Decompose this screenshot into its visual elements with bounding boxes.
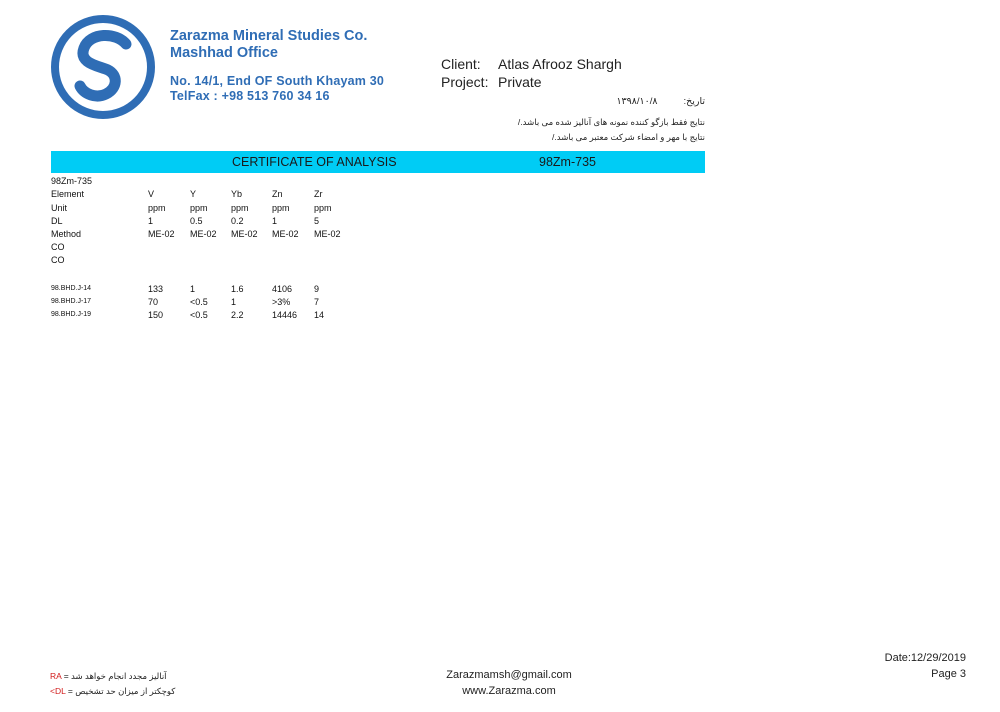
dl-cell: 5 (314, 216, 320, 226)
client-row (441, 55, 622, 73)
co-label: CO (51, 242, 65, 252)
sample-value: 7 (314, 297, 320, 307)
sample-value: 1.6 (231, 284, 244, 294)
legend-dl-text: کوچکتر از میزان حد تشخیص = (67, 686, 176, 696)
legend-dl (50, 686, 175, 697)
sample-value: <0.5 (190, 297, 208, 307)
project-value: Private (498, 74, 542, 90)
certificate-title: CERTIFICATE OF ANALYSIS (232, 155, 397, 169)
element-label: Element (51, 189, 85, 199)
client-project-block (441, 55, 622, 91)
sample-value: 133 (148, 284, 164, 294)
persian-date (597, 96, 705, 107)
office-name: Mashhad Office (170, 45, 278, 61)
sample-value: 70 (148, 297, 159, 307)
element-cell: Y (190, 189, 197, 199)
unit-label: Unit (51, 203, 68, 213)
company-name-block (170, 28, 367, 62)
legend-ra-code: RA (50, 671, 62, 681)
company-logo-icon (50, 14, 156, 120)
sample-value: 1 (190, 284, 196, 294)
report-date: Date:12/29/2019 (884, 652, 966, 664)
method-cell: ME-02 (148, 229, 175, 239)
company-address-block (170, 74, 384, 104)
sample-id: 98.BHD.J-14 (51, 285, 92, 292)
legend-ra (50, 671, 167, 682)
persian-date-label: تاریخ: (683, 96, 705, 107)
method-cell: ME-02 (272, 229, 299, 239)
element-cell: Yb (231, 189, 243, 199)
unit-cell: ppm (148, 203, 166, 213)
element-cell: Zr (314, 189, 323, 199)
company-name: Zarazma Mineral Studies Co. (170, 28, 368, 44)
sample-value: >3% (272, 297, 291, 307)
dl-label: DL (51, 216, 63, 226)
contact-email: Zarazmamsh@gmail.com (446, 669, 572, 681)
project-row (441, 73, 622, 91)
dl-cell: 0.2 (231, 216, 244, 226)
project-label: Project: (441, 74, 489, 90)
persian-date-value: ۱۳۹۸/۱۰/۸ (616, 96, 658, 107)
sample-value: 2.2 (231, 310, 244, 320)
sample-value: <0.5 (190, 310, 208, 320)
sample-value: 1 (231, 297, 237, 307)
sample-value: 14446 (272, 310, 298, 320)
element-cell: Zn (272, 189, 283, 199)
certificate-code: 98Zm-735 (539, 155, 596, 169)
sample-value: 14 (314, 310, 325, 320)
element-cell: V (148, 189, 155, 199)
unit-cell: ppm (272, 203, 290, 213)
co-label: CO (51, 255, 65, 265)
unit-cell: ppm (231, 203, 249, 213)
client-label: Client: (441, 56, 481, 72)
sample-id: 98.BHD.J-17 (51, 298, 92, 305)
sample-value: 150 (148, 310, 164, 320)
legend-dl-code: <DL (50, 686, 66, 696)
persian-note-2: نتایج با مهر و امضاء شرکت معتبر می باشد./ (552, 132, 705, 142)
method-cell: ME-02 (314, 229, 341, 239)
method-label: Method (51, 229, 82, 239)
page-number: Page 3 (931, 668, 966, 680)
dl-cell: 1 (272, 216, 278, 226)
method-cell: ME-02 (231, 229, 258, 239)
unit-cell: ppm (190, 203, 208, 213)
sample-value: 4106 (272, 284, 293, 294)
method-cell: ME-02 (190, 229, 217, 239)
client-value: Atlas Afrooz Shargh (498, 56, 622, 72)
dl-cell: 0.5 (190, 216, 203, 226)
contact-website: www.Zarazma.com (462, 685, 556, 697)
dl-cell: 1 (148, 216, 154, 226)
legend-ra-text: آنالیز مجدد انجام خواهد شد = (63, 671, 167, 681)
unit-cell: ppm (314, 203, 332, 213)
company-address: No. 14/1, End OF South Khayam 30 (170, 74, 385, 88)
sample-id: 98.BHD.J-19 (51, 311, 92, 318)
company-telfax: TelFax : +98 513 760 34 16 (170, 89, 330, 103)
batch-code: 98Zm-735 (51, 176, 93, 186)
persian-note-1: نتایج فقط بازگو کننده نمونه های آنالیز شده می باشد./ (517, 117, 705, 127)
sample-value: 9 (314, 284, 320, 294)
